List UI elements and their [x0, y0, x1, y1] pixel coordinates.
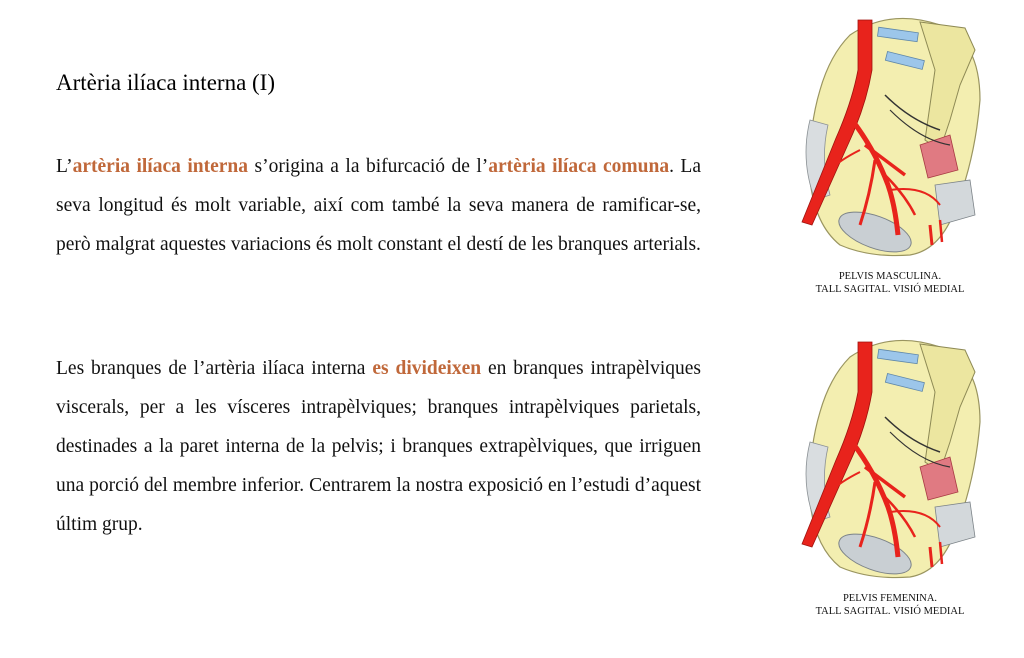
figure-pelvis-masculina	[790, 10, 990, 296]
pelvis-illustration	[790, 10, 990, 266]
text-segment: . La seva longitud és molt variable, així com també la seva manera de ramificar-se, però malgrat aquestes variacions és molt constant el destí de les branques arterials.	[56, 156, 701, 255]
caption-line: PELVIS FEMENINA.	[842, 593, 938, 604]
text-segment: L’	[56, 156, 73, 177]
caption-line: TALL SAGITAL. VISIÓ MEDIAL	[815, 606, 965, 617]
figure-caption	[790, 270, 990, 296]
caption-line: PELVIS MASCULINA.	[838, 271, 942, 282]
text-segment: s’origina a la bifurcació de l’	[248, 156, 489, 177]
caption-line: TALL SAGITAL. VISIÓ MEDIAL	[815, 284, 965, 295]
page-title: Artèria ilíaca interna (I)	[56, 70, 276, 95]
text-segment: en branques intrapèlviques viscerals, per a les vísceres intrapèlviques; branques intrapèlviques parietals, destinades a la paret interna de la pelvis; i branques extrapèlviques, que irriguen una porció del membre inferior. Centrarem la nostra exposició en l’estudi d’aquest últim grup.	[56, 358, 702, 535]
paragraph-origin	[56, 147, 701, 264]
highlight-arteria-iliaca-comuna: artèria ilíaca comuna	[488, 156, 670, 177]
paragraph-branches	[56, 349, 701, 544]
pelvis-illustration	[790, 332, 990, 588]
figure-caption	[790, 592, 990, 618]
figure-pelvis-femenina	[790, 332, 990, 618]
highlight-arteria-iliaca-interna: artèria ilíaca interna	[72, 156, 249, 177]
highlight-es-divideixen: es divideixen	[372, 358, 482, 379]
text-segment: Les branques de l’artèria ilíaca interna	[56, 358, 373, 379]
